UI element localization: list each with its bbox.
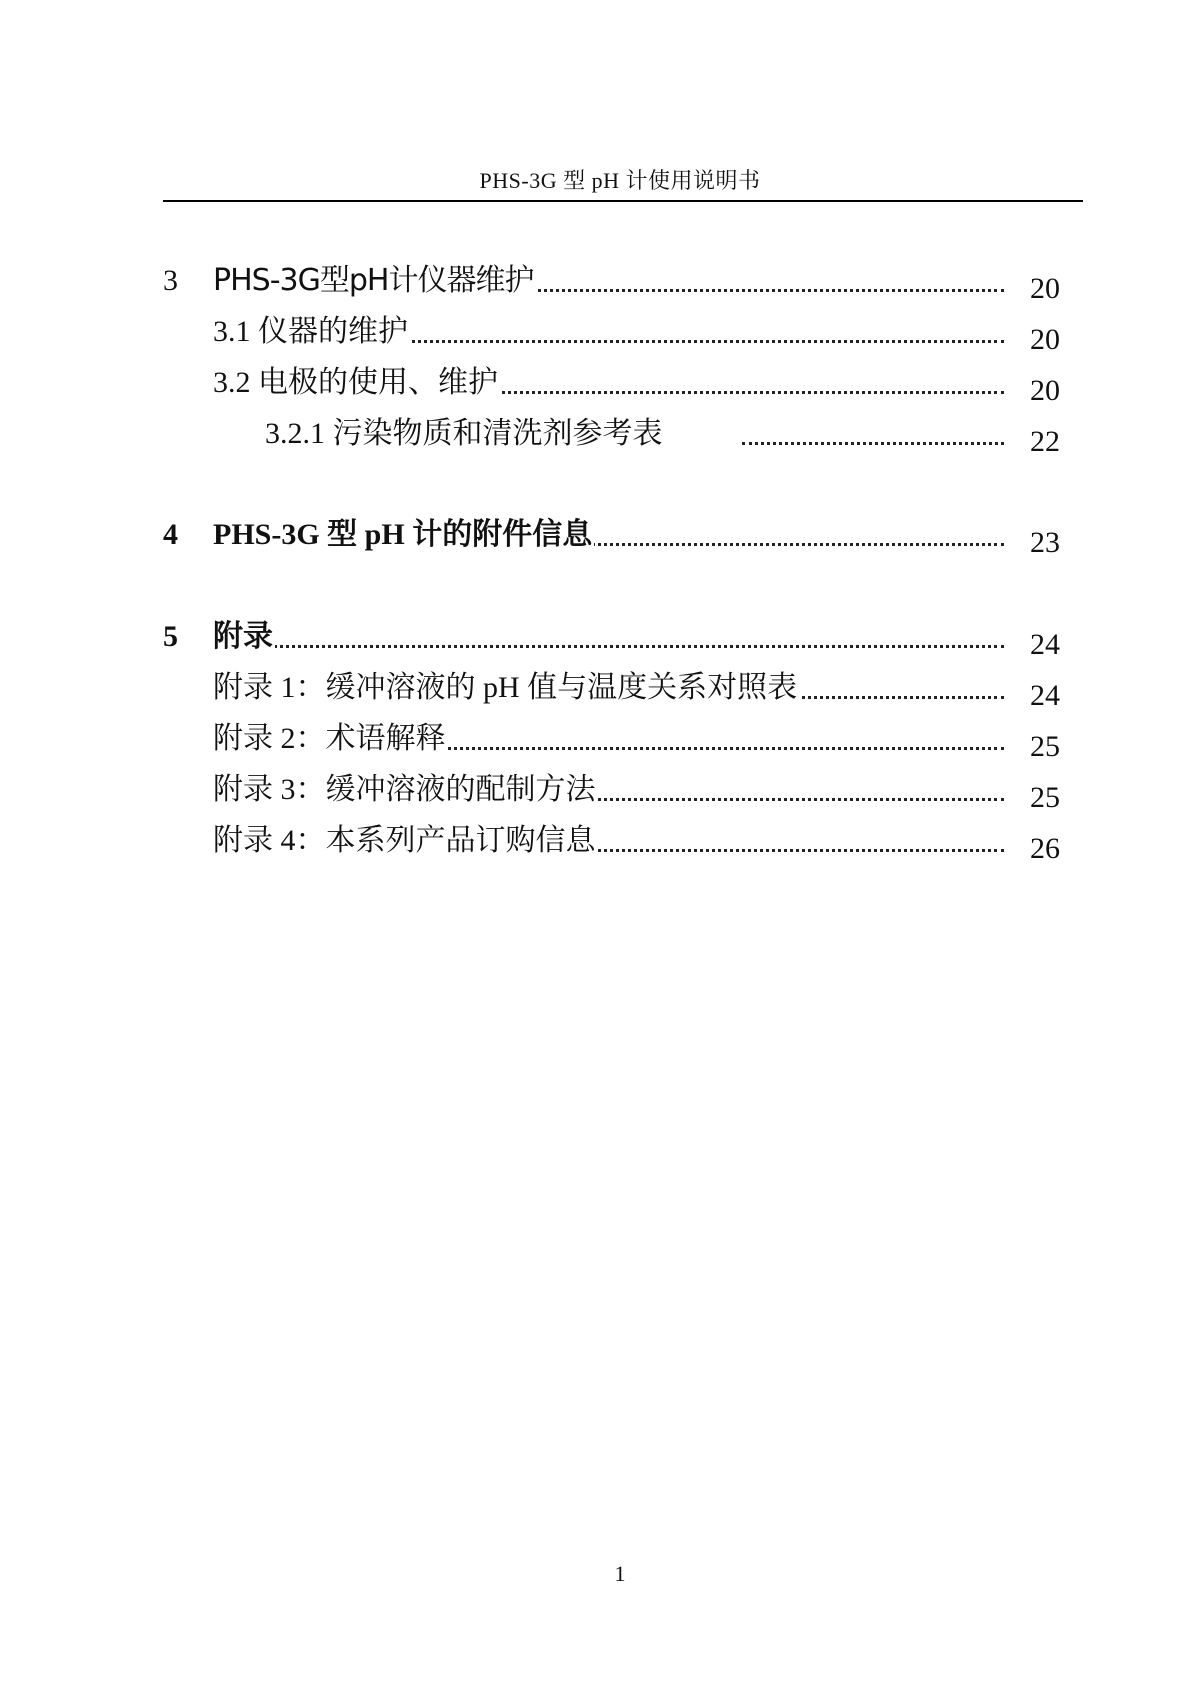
- toc-entry-appendix-1[interactable]: [0, 669, 1200, 712]
- toc-entry-3-2-1[interactable]: [0, 415, 1200, 458]
- toc-chapter-number: 4: [163, 518, 178, 551]
- page-number: 1: [614, 1561, 626, 1586]
- toc-entry-3-2[interactable]: [0, 364, 1200, 407]
- toc-page-number: 24: [1030, 628, 1060, 661]
- toc-entry-title: 附录 2：术语解释: [213, 722, 446, 755]
- toc-entry-appendix-3[interactable]: [0, 771, 1200, 814]
- toc-entry-chapter-4[interactable]: [0, 516, 1200, 559]
- header-rule: [163, 200, 1083, 202]
- toc-chapter-number: 3: [163, 264, 178, 297]
- toc-entry-appendix-2[interactable]: [0, 720, 1200, 763]
- toc-entry-appendix-4[interactable]: [0, 822, 1200, 865]
- toc-leader-dots: [213, 645, 1004, 648]
- toc-entry-3-1[interactable]: [0, 313, 1200, 356]
- toc-entry-title: PHS-3G 型 pH 计的附件信息: [213, 518, 593, 551]
- toc-entry-title: 附录 3：缓冲溶液的配制方法: [213, 773, 596, 806]
- toc-entry-title: 3.1 仪器的维护: [213, 315, 408, 348]
- toc-page-number: 23: [1030, 526, 1060, 559]
- toc-page-number: 25: [1030, 730, 1060, 763]
- toc-page-number: 20: [1030, 323, 1060, 356]
- toc-page-number: 24: [1030, 679, 1060, 712]
- toc-page-number: 22: [1030, 425, 1060, 458]
- toc-entry-title: 3.2.1 污染物质和清洗剂参考表: [265, 417, 663, 450]
- toc-page-number: 20: [1030, 272, 1060, 305]
- toc-entry-title: 附录 4：本系列产品订购信息: [213, 824, 596, 857]
- toc-page-number: 26: [1030, 832, 1060, 865]
- toc-entry-title: 3.2 电极的使用、维护: [213, 366, 498, 399]
- running-header: PHS-3G 型 pH 计使用说明书: [479, 168, 761, 193]
- toc-entry-title: 附录: [213, 620, 273, 653]
- toc-entry-chapter-3[interactable]: [0, 262, 1200, 305]
- toc-entry-chapter-5[interactable]: [0, 618, 1200, 661]
- toc-leader-dots: [742, 442, 1004, 445]
- toc-chapter-number: 5: [163, 620, 178, 653]
- toc-page-number: 25: [1030, 781, 1060, 814]
- toc-page-number: 20: [1030, 374, 1060, 407]
- toc-entry-title: 附录 1：缓冲溶液的 pH 值与温度关系对照表: [213, 671, 798, 704]
- toc-entry-title: PHS-3G型pH计仪器维护: [213, 263, 534, 298]
